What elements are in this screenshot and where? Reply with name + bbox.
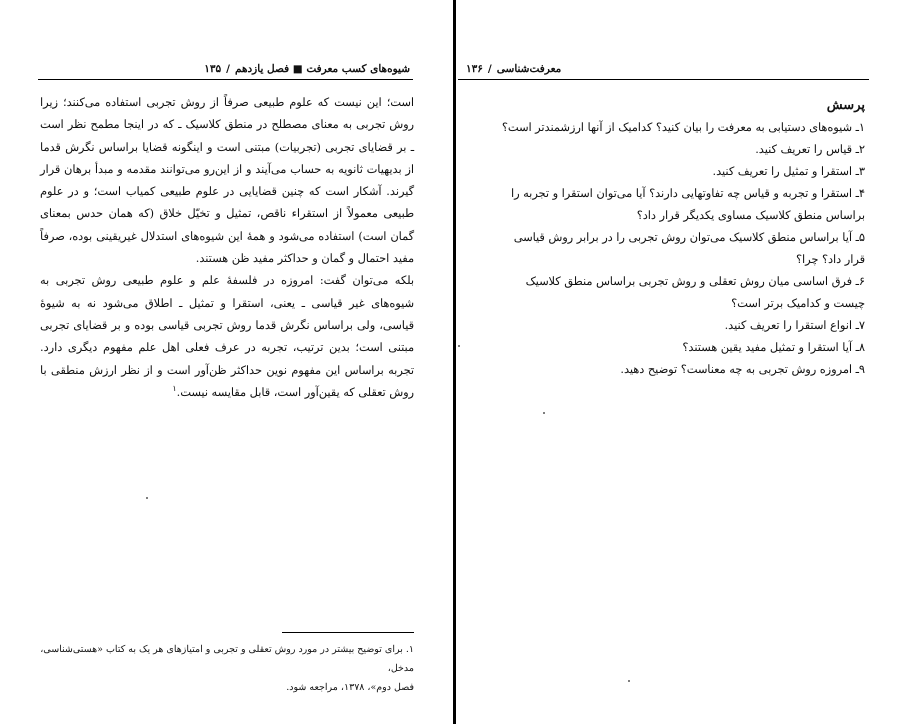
footnote (38, 640, 414, 697)
header-separator: / (226, 63, 230, 75)
page-number: ۱۳۶ (466, 63, 483, 75)
header-rule (38, 79, 413, 80)
question-item: ۱ـ شیوه‌های دستیابی به معرفت را بیان کنید؟ کدامیک از آنها ارزشمندتر است؟ (501, 121, 865, 134)
header-rule (458, 79, 869, 80)
question-item: ۹ـ امروزه روش تجربی به چه معناست؟ توضیح دهید. (620, 363, 865, 376)
footnote-line: ۱. برای توضیح بیشتر در مورد روش تعقلی و تجربی و امتیازهای هر یک به کتاب «هستی‌شناسی، مدخل، (40, 644, 414, 674)
left-page-header (40, 60, 410, 78)
questions-title: پرسش (826, 98, 865, 113)
left-page (0, 0, 453, 724)
question-item: ۲ـ قیاس را تعریف کنید. (755, 143, 865, 156)
left-body-text (40, 92, 414, 404)
question-item: ۴ـ استقرا و تجربه و قیاس چه تفاوتهایی دارند؟ آیا می‌توان استقرا و تجربه را براساس منطق کلاسیک مساوی یکدیگر قرار داد؟ (510, 187, 865, 222)
footnote-marker: ۱ (172, 384, 177, 394)
running-title: شیوه‌های کسب معرفت ■ فصل یازدهم (234, 63, 410, 75)
right-page (456, 0, 907, 724)
footnote-rule (282, 632, 414, 633)
paragraph: است؛ این نیست که علوم طبیعی صرفاً از روش تجربی استفاده می‌کنند؛ زیرا روش تجربی به معنای مصطلح در منطق کلاسیک ـ که در اینجا مطمح نظر است ـ بر قضایای تجربی (تجربیات) مبتنی است و اینگونه قضایا براساس نگرش قدما از بدیهیات ثانویه به حساب می‌آیند و از این‌رو می‌توانند مقدمه و مبدأ برهان قرار گیرند. آشکار است که چنین قضایایی در علوم طبیعی کمیاب است؛ و در علوم طبیعی معمولاً از استقراء ناقص، تمثیل و تخیّل خلاق (که همان حدس بمعنای گمان است) استفاده می‌شود و همهٔ این شیوه‌های استدلال غیریقینی بوده، صرفاً مفید احتمال و گمان و حداکثر مفید ظن هستند. (40, 96, 414, 266)
questions-list (498, 117, 865, 381)
paragraph-text: بلکه می‌توان گفت: امروزه در فلسفهٔ علم و علوم طبیعی روش تجربی به شیوه‌های غیر قیاسی ـ یعنی، استقرا و تمثیل ـ اطلاق می‌شود نه به شیوهٔ قیاسی، ولی براساس نگرش قدما روش تجربی قیاسی بوده و بر قضایای تجربی مبتنی است؛ بدین ترتیب، تجربه در عرف فعلی اهل علم مفهوم دیگری دارد. تجربه براساس این مفهوم نوین حداکثر ظن‌آور است و از نظر ارزش منطقی با روش تعقلی که یقین‌آور است، قابل مقایسه نیست. (40, 274, 414, 399)
question-item: ۵ـ آیا براساس منطق کلاسیک می‌توان روش تجربی را در برابر روش قیاسی قرار داد؟ چرا؟ (513, 231, 865, 266)
footnote-line: فصل دوم»، ۱۳۷۸، مراجعه شود. (286, 682, 414, 693)
scan-speck (628, 680, 630, 682)
scan-speck (146, 497, 148, 499)
question-item: ۳ـ استقرا و تمثیل را تعریف کنید. (712, 165, 865, 178)
running-title: معرفت‌شناسی (496, 63, 562, 75)
page-number: ۱۳۵ (204, 63, 222, 75)
scan-speck (458, 345, 460, 347)
scan-speck (543, 412, 545, 414)
question-item: ۶ـ فرق اساسی میان روش تعقلی و روش تجربی براساس منطق کلاسیک چیست و کدامیک برتر است؟ (525, 275, 865, 310)
question-item: ۷ـ انواع استقرا را تعریف کنید. (724, 319, 865, 332)
question-item: ۸ـ آیا استقرا و تمثیل مفید یقین هستند؟ (682, 341, 865, 354)
header-separator: / (487, 63, 492, 75)
paragraph (40, 270, 414, 404)
right-page-header (466, 60, 865, 78)
